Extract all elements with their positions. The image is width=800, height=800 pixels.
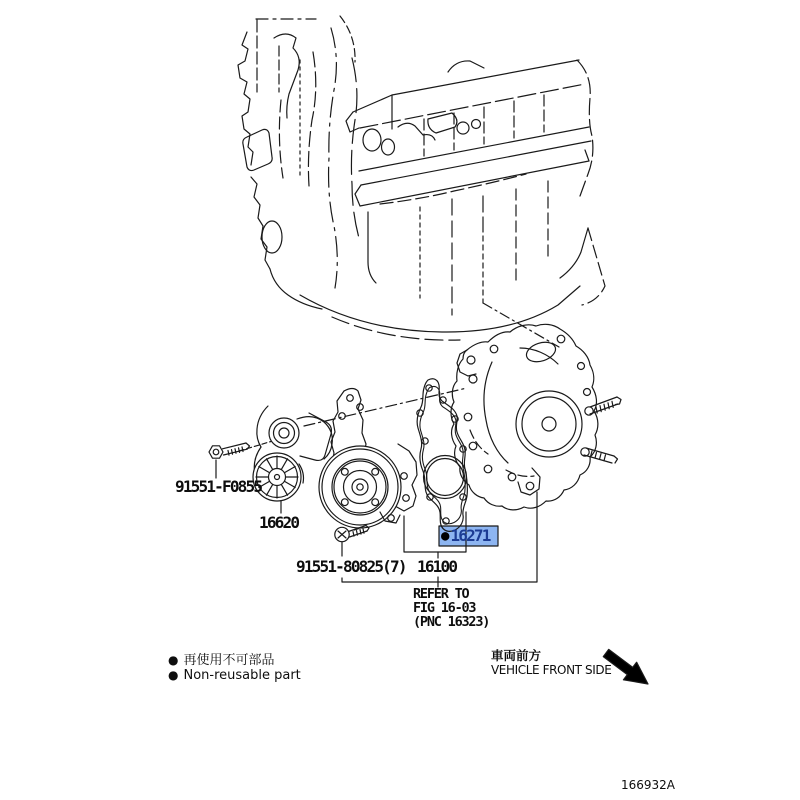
- water-pump-drawing[interactable]: [319, 389, 417, 529]
- refer-note: [413, 587, 489, 629]
- part-label-tensioner[interactable]: 16620: [259, 513, 299, 532]
- non-reusable-dot-icon: ●: [441, 528, 450, 544]
- legend: [168, 653, 301, 683]
- refer-note-line3: (PNC 16323): [413, 614, 490, 630]
- refer-note-line1: REFER TO: [413, 586, 469, 602]
- legend-line-en: ● Non-reusable part: [168, 668, 301, 683]
- tensioner-bolt-drawing[interactable]: [209, 443, 250, 458]
- part-number-gasket: 16271: [450, 526, 490, 545]
- vehicle-front-note-en: VEHICLE FRONT SIDE: [491, 663, 612, 677]
- legend-line-jp: ● 再使用不可部品: [168, 653, 275, 668]
- part-label-pump-bolt[interactable]: 91551-80825(7): [296, 557, 406, 576]
- part-label-water-pump[interactable]: 16100: [417, 557, 457, 576]
- vehicle-front-note: [491, 648, 611, 678]
- gasket-drawing[interactable]: [417, 379, 468, 532]
- timing-cover-drawing[interactable]: [451, 324, 621, 510]
- refer-note-line2: FIG 16-03: [413, 600, 476, 616]
- vehicle-front-note-jp: 車両前方: [491, 648, 542, 663]
- figure-code: 166932A: [621, 778, 676, 792]
- part-label-gasket-selected[interactable]: [441, 526, 490, 546]
- non-reusable-dot-icon: ●: [168, 653, 179, 667]
- part-label-tensioner-bolt[interactable]: 91551-F0855: [175, 477, 262, 496]
- non-reusable-dot-icon: ●: [168, 668, 179, 682]
- engine-block-sketch: [238, 16, 605, 340]
